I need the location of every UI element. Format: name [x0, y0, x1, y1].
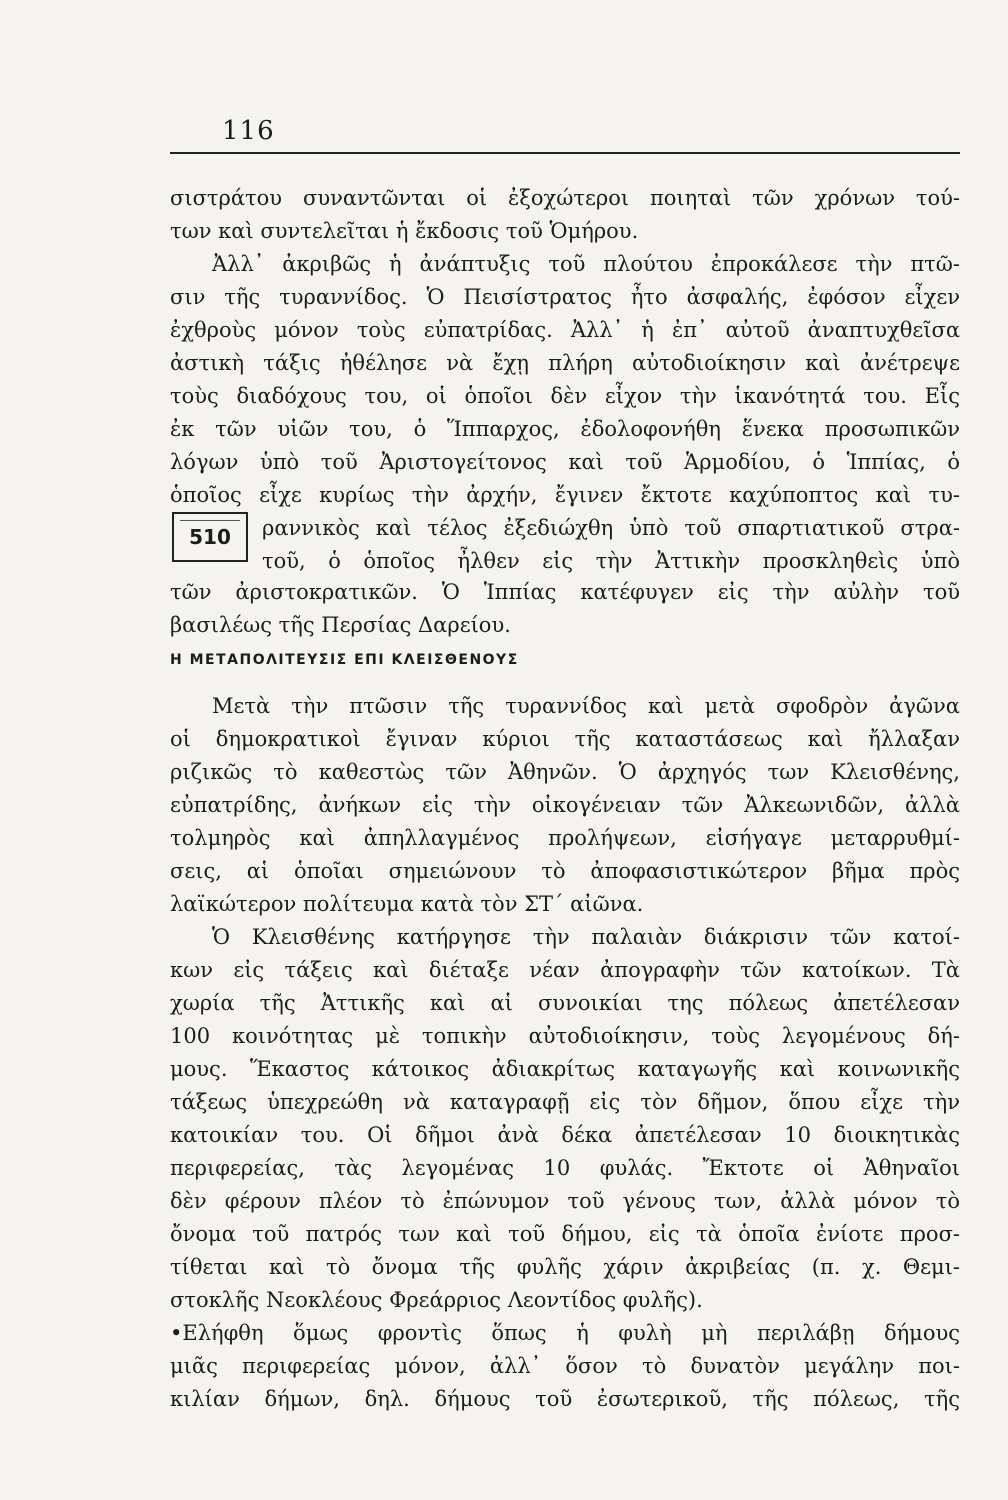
- text-line: Ἀλλ᾽ ἀκριβῶς ἡ ἀνάπτυξις τοῦ πλούτου ἐπροκάλεσε τὴν πτῶ-: [212, 252, 960, 276]
- text-line: οἱ δημοκρατικοὶ ἔγιναν κύριοι τῆς καταστάσεως καὶ ἤλλαξαν: [170, 727, 960, 751]
- text-line: λόγων ὑπὸ τοῦ Ἀριστογείτονος καὶ τοῦ Ἁρμοδίου, ὁ Ἱππίας, ὁ: [170, 450, 960, 474]
- text-line: ἐχθροὺς μόνον τοὺς εὐπατρίδας. Ἀλλ᾽ ἡ ἐπ᾽ αὐτοῦ ἀναπτυχθεῖσα: [170, 318, 960, 342]
- page-number: 116: [222, 116, 275, 146]
- text-line: ἐκ τῶν υἱῶν του, ὁ Ἵππαρχος, ἐδολοφονήθη ἕνεκα προσωπικῶν: [170, 417, 960, 441]
- text-line: ριζικῶς τὸ καθεστὼς τῶν Ἀθηνῶν. Ὁ ἀρχηγός των Κλεισθένης,: [170, 760, 960, 784]
- text-line: περιφερείας, τὰς λεγομένας 10 φυλάς. Ἔκτοτε οἱ Ἀθηναῖοι: [170, 1156, 960, 1180]
- text-line: των καὶ συντελεῖται ἡ ἔκδοσις τοῦ Ὁμήρου.: [170, 219, 639, 243]
- text-block-4: [170, 690, 960, 1416]
- text-line: μιᾶς περιφερείας μόνον, ἀλλ᾽ ὅσον τὸ δυνατὸν μεγάλην ποι-: [170, 1354, 960, 1378]
- text-line: σιστράτου συναντῶνται οἱ ἐξοχώτεροι ποιηταὶ τῶν χρόνων τού-: [170, 186, 960, 210]
- text-line: εὐπατρίδης, ἀνήκων εἰς τὴν οἰκογένειαν τῶν Ἀλκεωνιδῶν, ἀλλὰ: [170, 793, 960, 817]
- text-line: κατοικίαν του. Οἱ δῆμοι ἀνὰ δέκα ἀπετέλεσαν 10 διοικητικὰς: [170, 1123, 960, 1147]
- text-block-3: [170, 576, 960, 642]
- margin-year-box: 510: [172, 512, 248, 562]
- text-line: δὲν φέρουν πλέον τὸ ἐπώνυμον τοῦ γένους των, ἀλλὰ μόνον τὸ: [170, 1189, 960, 1213]
- text-line: τάξεως ὑπεχρεώθη νὰ καταγραφῇ εἰς τὸν δῆμον, ὅπου εἶχε τὴν: [170, 1090, 960, 1114]
- text-line: βασιλέως τῆς Περσίας Δαρείου.: [170, 613, 511, 637]
- text-line: τοὺς διαδόχους του, οἱ ὁποῖοι δὲν εἶχον τὴν ἱκανότητά του. Εἷς: [170, 384, 960, 408]
- header-rule: [170, 152, 960, 154]
- text-line: τίθεται καὶ τὸ ὄνομα τῆς φυλῆς χάριν ἀκριβείας (π. χ. Θεμι-: [170, 1255, 960, 1279]
- text-line: •Ελήφθη ὅμως φροντὶς ὅπως ἡ φυλὴ μὴ περιλάβῃ δήμους: [170, 1321, 960, 1345]
- text-line: τῶν ἀριστοκρατικῶν. Ὁ Ἱππίας κατέφυγεν εἰς τὴν αὐλὴν τοῦ: [170, 580, 960, 604]
- text-line: Ὁ Κλεισθένης κατήργησε τὴν παλαιὰν διάκρισιν τῶν κατοί-: [212, 925, 960, 949]
- text-line: λαϊκώτερον πολίτευμα κατὰ τὸν ΣΤ´ αἰῶνα.: [170, 892, 644, 916]
- text-line: χωρία τῆς Ἀττικῆς καὶ αἱ συνοικίαι της πόλεως ἀπετέλεσαν: [170, 991, 960, 1015]
- text-line: σιν τῆς τυραννίδος. Ὁ Πεισίστρατος ἦτο ἀσφαλής, ἐφόσον εἶχεν: [170, 285, 960, 309]
- text-line: ραννικὸς καὶ τέλος ἐξεδιώχθη ὑπὸ τοῦ σπαρτιατικοῦ στρα-: [262, 516, 960, 540]
- text-line: κων εἰς τάξεις καὶ διέταξε νέαν ἀπογραφὴν τῶν κατοίκων. Τὰ: [170, 958, 960, 982]
- section-heading: Η ΜΕΤΑΠΟΛΙΤΕΥΣΙΣ ΕΠΙ ΚΛΕΙΣΘΕΝΟΥΣ: [170, 652, 519, 668]
- text-line: ἀστικὴ τάξις ἠθέλησε νὰ ἔχῃ πλήρη αὐτοδιοίκησιν καὶ ἀνέτρεψε: [170, 351, 960, 375]
- text-block-1: [170, 182, 960, 512]
- text-block-2: [170, 512, 960, 578]
- text-line: τοῦ, ὁ ὁποῖος ἦλθεν εἰς τὴν Ἀττικὴν προσκληθεὶς ὑπὸ: [262, 549, 960, 573]
- text-line: 100 κοινότητας μὲ τοπικὴν αὐτοδιοίκησιν, τοὺς λεγομένους δή-: [170, 1024, 960, 1048]
- text-line: κιλίαν δήμων, δηλ. δήμους τοῦ ἐσωτερικοῦ, τῆς πόλεως, τῆς: [170, 1387, 960, 1411]
- text-line: στοκλῆς Νεοκλέους Φρεάρριος Λεοντίδος φυλῆς).: [170, 1288, 703, 1312]
- text-line: μους. Ἕκαστος κάτοικος ἀδιακρίτως καταγωγῆς καὶ κοινωνικῆς: [170, 1057, 960, 1081]
- text-line: τολμηρὸς καὶ ἀπηλλαγμένος προλήψεων, εἰσήγαγε μεταρρυθμί-: [170, 826, 960, 850]
- text-line: ὄνομα τοῦ πατρός των καὶ τοῦ δήμου, εἰς τὰ ὁποῖα ἐνίοτε προσ-: [170, 1222, 960, 1246]
- text-line: ὁποῖος εἶχε κυρίως τὴν ἀρχήν, ἔγινεν ἔκτοτε καχύποπτος καὶ τυ-: [170, 483, 960, 507]
- text-line: σεις, αἱ ὁποῖαι σημειώνουν τὸ ἀποφασιστικώτερον βῆμα πρὸς: [170, 859, 960, 883]
- text-line: Μετὰ τὴν πτῶσιν τῆς τυραννίδος καὶ μετὰ σφοδρὸν ἀγῶνα: [212, 694, 960, 718]
